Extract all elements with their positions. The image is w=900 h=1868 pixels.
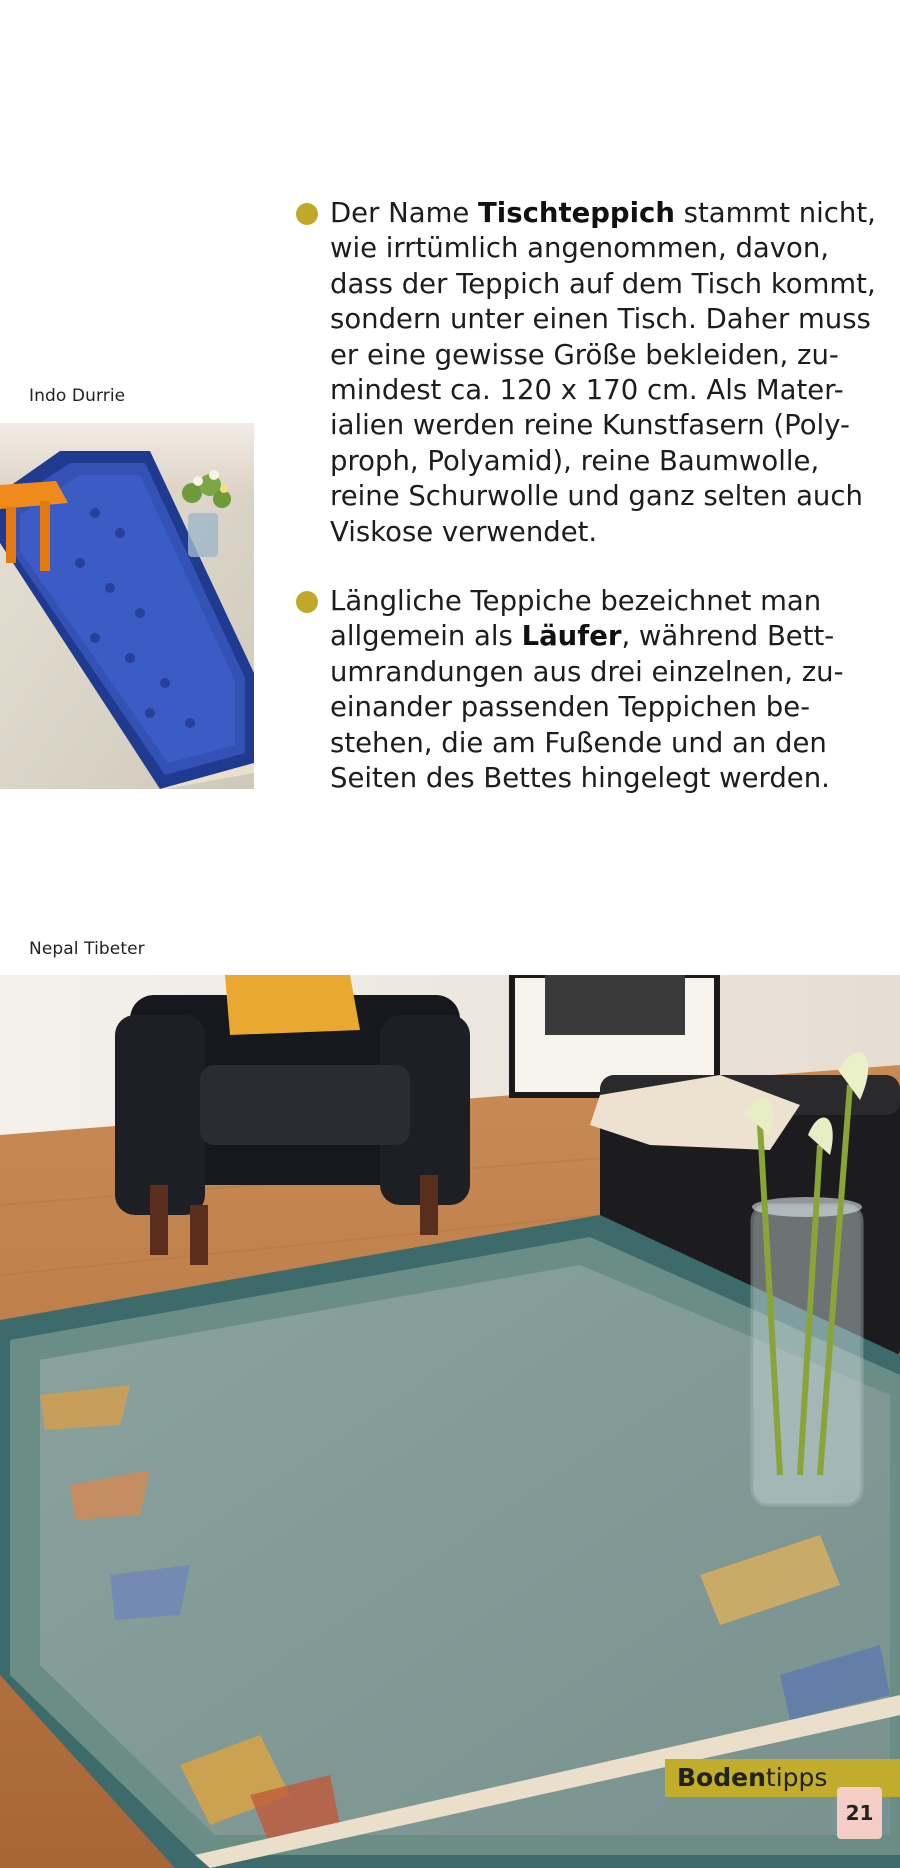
bullet-text: Längliche Teppiche bezeichnet man allgemein als Läufer, während Bett- umrandungen aus drei einzelnen, zu- einander passenden Teppichen be- stehen, die am Fußende und an den Seiten des Bettes hingelegt werden. xyxy=(330,585,844,795)
photo-caption-nepal-tibeter: Nepal Tibeter xyxy=(29,939,145,959)
nepal-tibeter-photo xyxy=(0,975,900,1868)
bullet-text: Der Name Tischteppich stammt nicht, wie irrtümlich angenommen, davon, dass der Teppich auf dem Tisch kommt, sondern unter einen Tisch. Daher muss er eine gewisse Größe bekleiden, zu- mindest ca. 120 x 170 cm. Als Mater- ialien werden reine Kunstfasern (Poly- proph, Polyamid), reine Baumwolle, reine Schurwolle und ganz selten auch Viskose verwendet. xyxy=(330,197,876,548)
term-tischteppich: Tischteppich xyxy=(478,197,675,229)
bullet-list xyxy=(296,196,886,831)
indo-durrie-photo xyxy=(0,423,254,789)
bullet-dot-icon xyxy=(296,591,318,613)
section-title: Bodentipps xyxy=(677,1763,828,1792)
bullet-item-laeufer xyxy=(296,584,886,796)
photo-caption-indo-durrie: Indo Durrie xyxy=(29,386,126,406)
bullet-dot-icon xyxy=(296,203,318,225)
bullet-item-tischteppich xyxy=(296,196,886,550)
term-laeufer: Läufer xyxy=(521,620,622,653)
page-number: 21 xyxy=(837,1787,882,1839)
